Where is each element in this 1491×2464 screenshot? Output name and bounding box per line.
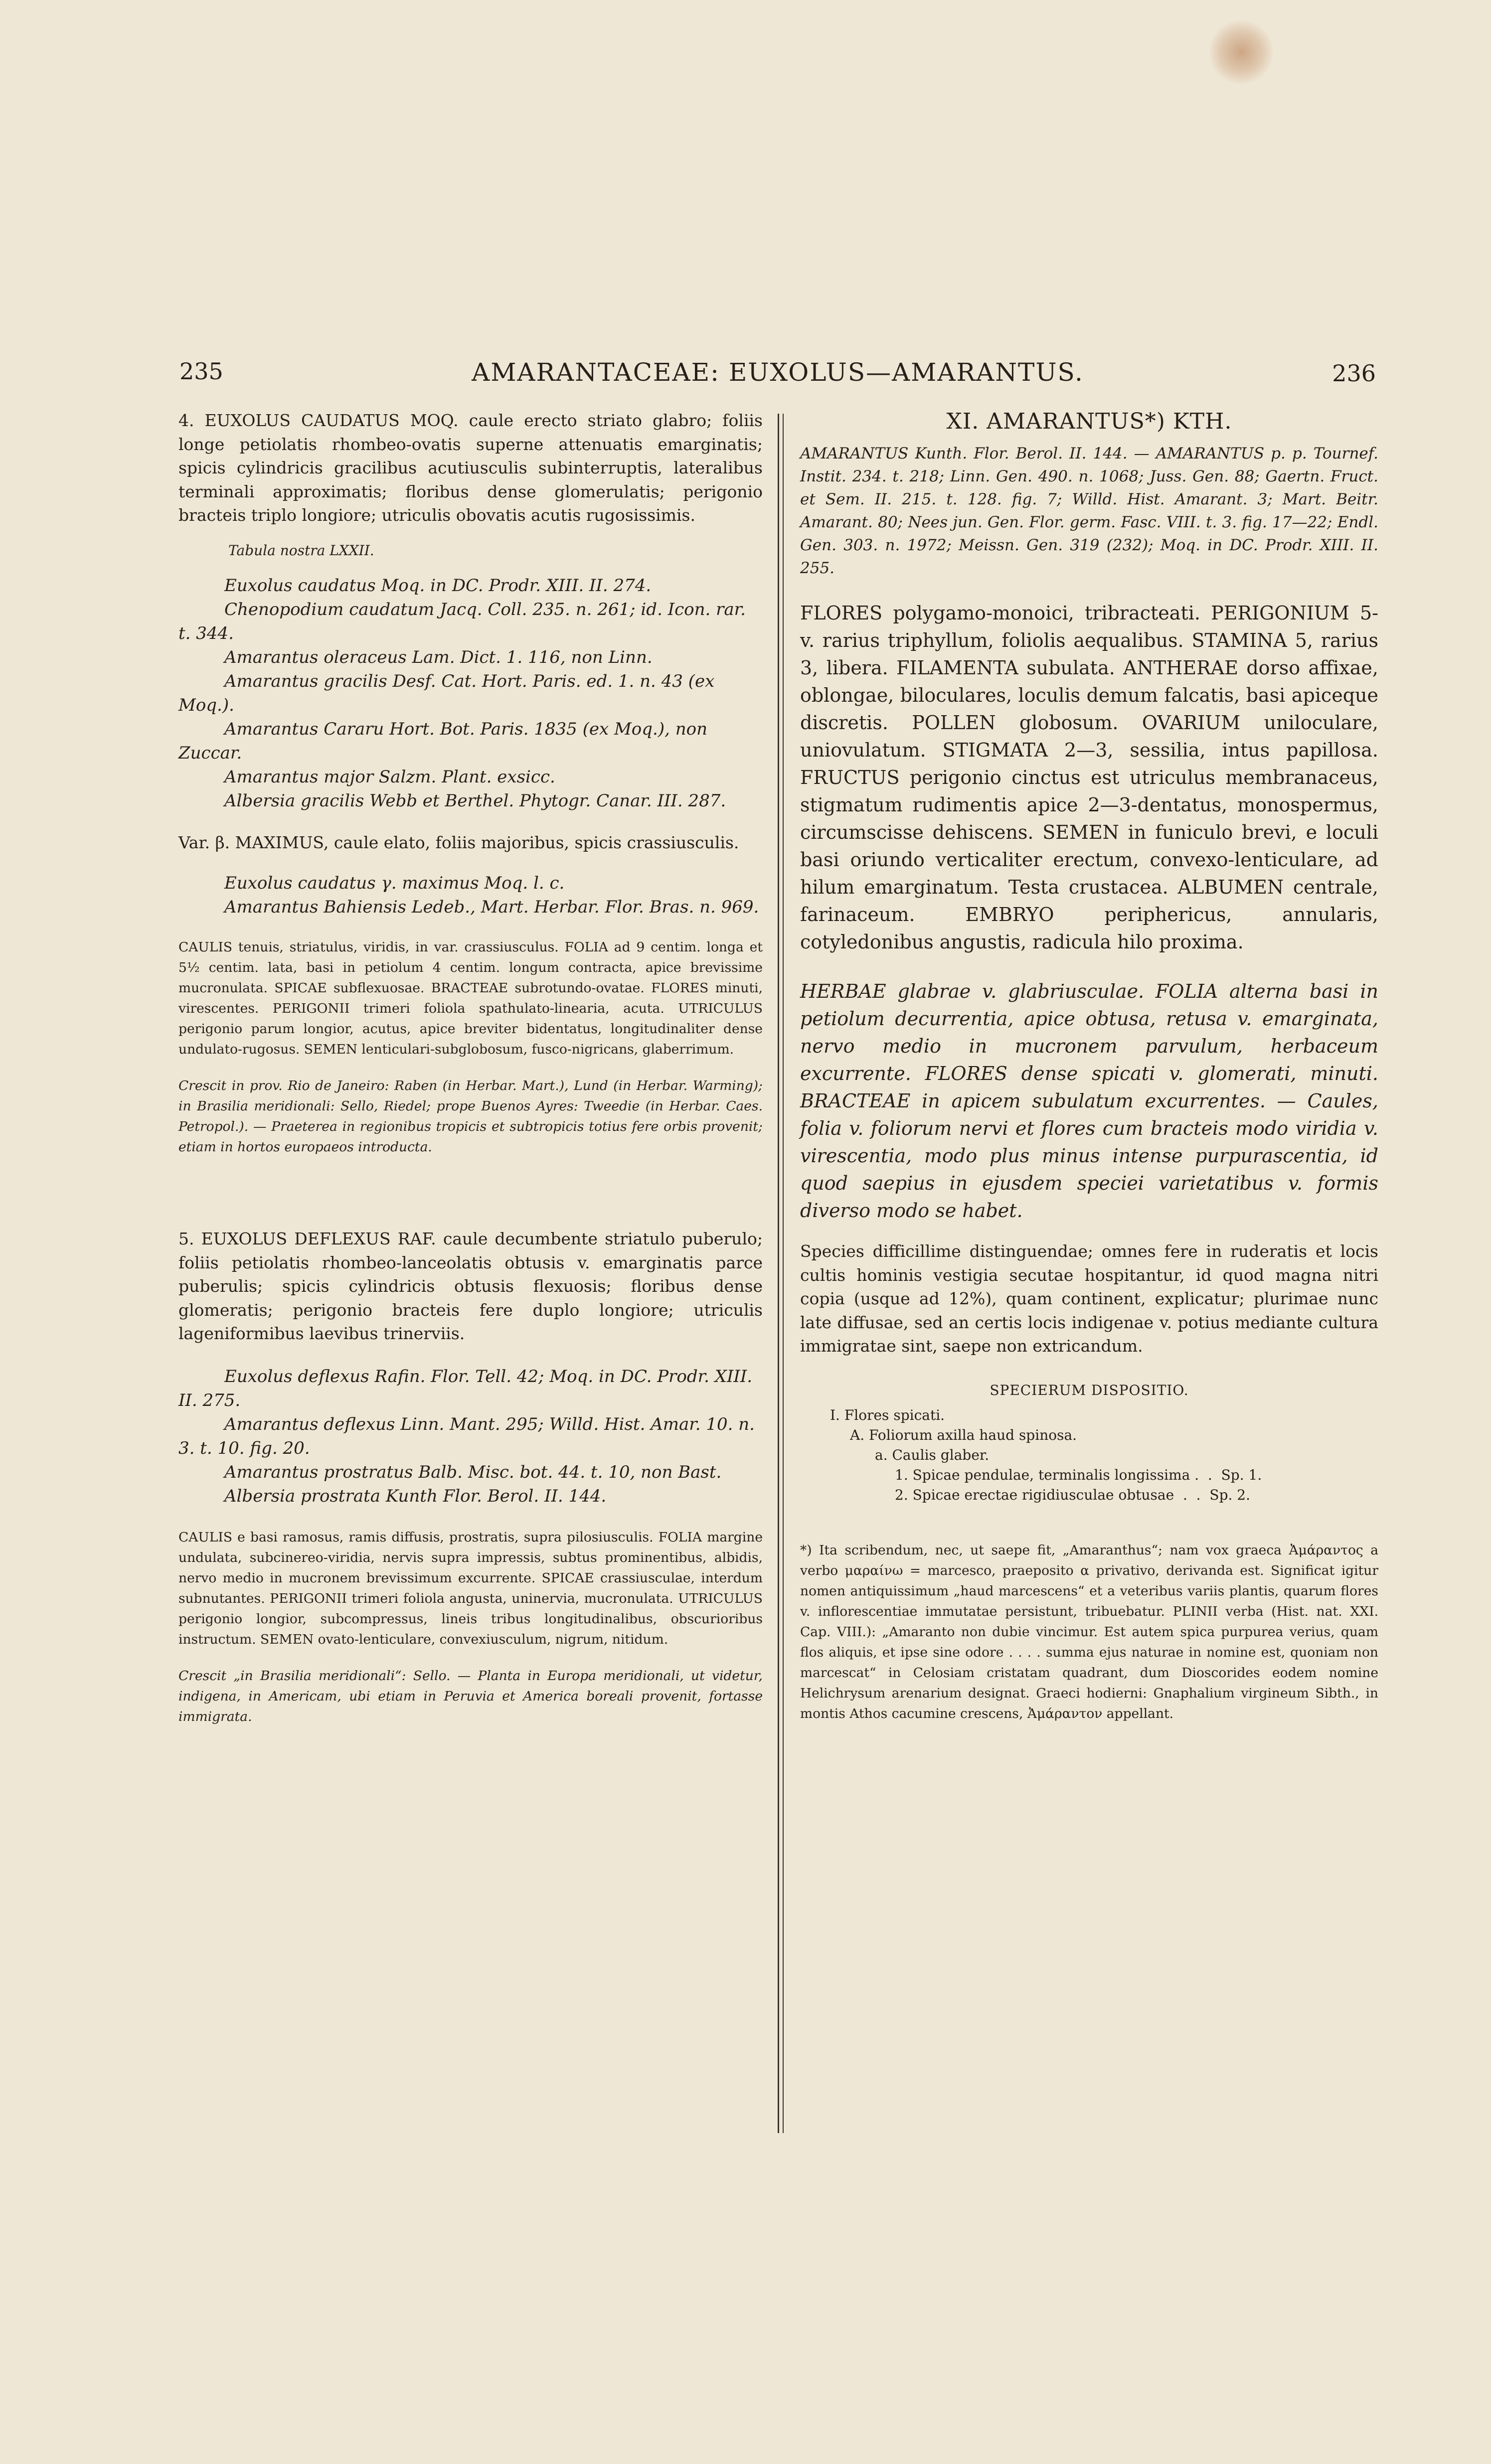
key-line: I. Flores spicati.: [830, 1406, 945, 1423]
synonym: Amarantus oleraceus Lam. Dict. 1. 116, non Linn.: [224, 647, 653, 667]
page-header: [179, 358, 1376, 388]
genus-references: AMARANTUS Kunth. Flor. Berol. II. 144. — AMARANTUS p. p. Tournef. Instit. 234. t. 218; Linn. Gen. 490. n. 1068; Juss. Gen. 88; Gaertn. Fruct. et Sem. II. 215. t. 128. fig. 7; Willd. Hist. Amarant. 3; Mart. Beitr. Amarant. 80; Nees jun. Gen. Flor. germ. Fasc. VIII. t. 3. fig. 17—22; Endl. Gen. 303. n. 1972; Meissn. Gen. 319 (232); Moq. in DC. Prodr. XIII. II. 255.: [800, 445, 1378, 577]
species-4-tabula: Tabula nostra LXXII.: [228, 542, 374, 559]
synonym: Euxolus caudatus γ. maximus Moq. l. c.: [224, 873, 565, 893]
genus-habit: HERBAE glabrae v. glabriusculae. FOLIA alterna basi in petiolum decurrentia, apice obtusa, retusa v. emarginata, nervo medio in mucronem parvulum, herbaceum excurrente. FLORES dense spicati v. glomerati, minuti. BRACTEAE in apicem subulatum excurrentes. — Caules, folia v. foliorum nervi et flores cum bracteis modo viridia v. virescentia, modo plus minus intense purpurascentia, id quod saepius in ejusdem speciei varietatibus v. formis diverso modo se habet.: [800, 980, 1378, 1222]
species-4-variety: Var. β. MAXIMUS, caule elato, foliis majoribus, spicis crassiusculis.: [178, 832, 739, 852]
key-line: a. Caulis glaber.: [875, 1446, 990, 1463]
key-line: 1. Spicae pendulae, terminalis longissima . . Sp. 1.: [895, 1466, 1262, 1483]
paper-stain: [1209, 20, 1274, 85]
species-5-distribution: Crescit „in Brasilia meridionali“: Sello. — Planta in Europa meridionali, ut videtur, indigena, in Americam, ubi etiam in Peruvia et America boreali provenit, fortasse immigrata.: [178, 1668, 763, 1724]
key-line: A. Foliorum axilla haud spinosa.: [850, 1426, 1077, 1443]
column-rule: [778, 414, 779, 2133]
species-4-description: CAULIS tenuis, striatulus, viridis, in var. crassiusculus. FOLIA ad 9 centim. longa et 5½ centim. lata, basi in petiolum 4 centim. longum contracta, apice brevissime mucronulata. SPICAE subflexuosae. BRACTEAE subrotundo-ovatae. FLORES minuti, virescentes. PERIGONII trimeri foliola spathulato-linearia, acuta. UTRICULUS perigonio parum longior, acutus, apice breviter bidentatus, longitudinaliter dense undulato-rugosus. SEMEN lenticulari-subglobosum, fusco-nigricans, glaberrimum.: [178, 939, 763, 1057]
species-4-synonyms: [178, 574, 763, 813]
page-number-right: 236: [1332, 360, 1376, 387]
species-4-diagnosis: 4. EUXOLUS CAUDATUS MOQ. caule erecto striato glabro; foliis longe petiolatis rhombeo-ovatis superne attenuatis emarginatis; spicis cylindricis gracilibus acutiusculis subinterruptis, lateralibus terminali approximatis; floribus dense glomerulatis; perigonio bracteis triplo longiore; utriculis obovatis acutis rugosissimis.: [178, 411, 763, 525]
synonym: Amarantus deflexus Linn. Mant. 295; Willd. Hist. Amar. 10. n. 3. t. 10. fig. 20.: [178, 1414, 755, 1458]
species-5-description: CAULIS e basi ramosus, ramis diffusis, prostratis, supra pilosiusculis. FOLIA margine undulata, subcinereo-viridia, nervis supra impressis, subtus prominentibus, albidis, nervo medio in mucronem brevissimum excurrente. SPICAE crassiusculae, interdum subnutantes. PERIGONII trimeri foliola angusta, uninervia, mucronulata. UTRICULUS perigonio longior, subcompressus, lineis tribus longitudinalibus, obscurioribus instructum. SEMEN ovato-lenticulare, convexiusculum, nigrum, nitidum.: [178, 1529, 763, 1647]
page-title: AMARANTACEAE: EUXOLUS—AMARANTUS.: [472, 358, 1084, 387]
synonym: Amarantus gracilis Desf. Cat. Hort. Paris. ed. 1. n. 43 (ex Moq.).: [178, 671, 715, 715]
species-4-variety-synonyms: [178, 871, 763, 919]
dispositio-title: SPECIERUM DISPOSITIO.: [990, 1382, 1189, 1398]
synonym: Chenopodium caudatum Jacq. Coll. 235. n. 261; id. Icon. rar. t. 344.: [178, 599, 746, 643]
footnote: *) Ita scribendum, nec, ut saepe fit, „Amaranthus“; nam vox graeca Ἀμάραντος a verbo μαραίνω = marcesco, praeposito α privativo, derivanda est. Significat igitur nomen antiquissimum „haud marcescens“ et a veteribus variis plantis, quarum flores v. inflorescentiae immutatae persistunt, tribuebatur. PLINII verba (Hist. nat. XXI. Cap. VIII.): „Amaranto non dubie vincimur. Est autem spica purpurea verius, quam flos aliquis, et ipse sine odore . . . . summa ejus naturae in nomine est, quoniam non marcescat“ in Celosiam cristatam quadrant, dum Dioscorides eodem nomine Helichrysum arenarium designat. Graeci hodierni: Gnaphalium virgineum Sibth., in montis Athos cacumine crescens, Ἀμάραντον appellant.: [800, 1542, 1378, 1721]
species-4-distribution: Crescit in prov. Rio de Janeiro: Raben (in Herbar. Mart.), Lund (in Herbar. Warming); in Brasilia meridionali: Sello, Riedel; prope Buenos Ayres: Tweedie (in Herbar. Caes. Petropol.). — Praeterea in regionibus tropicis et subtropicis totius fere orbis provenit; etiam in hortos europaeos introducta.: [178, 1078, 763, 1155]
synonym: Amarantus Bahiensis Ledeb., Mart. Herbar. Flor. Bras. n. 969.: [224, 897, 759, 917]
species-5-synonyms: [178, 1365, 763, 1508]
synonym: Albersia gracilis Webb et Berthel. Phytogr. Canar. III. 287.: [224, 790, 726, 811]
synonym: Euxolus caudatus Moq. in DC. Prodr. XIII. II. 274.: [224, 575, 652, 596]
synonym: Amarantus prostratus Balb. Misc. bot. 44. t. 10, non Bast.: [224, 1462, 722, 1482]
page-number-left: 235: [179, 358, 223, 385]
synonym: Euxolus deflexus Rafin. Flor. Tell. 42; Moq. in DC. Prodr. XIII. II. 275.: [178, 1366, 753, 1410]
synonym: Albersia prostrata Kunth Flor. Berol. II. 144.: [224, 1486, 607, 1506]
genus-species-note: Species difficillime distinguendae; omnes fere in ruderatis et locis cultis hominis vestigia secutae hospitantur, id quod magna nitri copia (usque ad 12%), quam continent, explicatur; plurimae nunc late diffusae, sed an certis locis indigenae v. potius mediante cultura immigratae sint, saepe non extricandum.: [800, 1241, 1378, 1356]
key-line: 2. Spicae erectae rigidiusculae obtusae . . Sp. 2.: [895, 1486, 1251, 1503]
synonym: Amarantus Cararu Hort. Bot. Paris. 1835 (ex Moq.), non Zuccar.: [178, 719, 707, 763]
genus-heading: XI. AMARANTUS*) KTH.: [946, 409, 1232, 434]
right-column: [800, 409, 1378, 1724]
left-column: [178, 409, 763, 1727]
column-rule-inner: [783, 414, 784, 2133]
species-5-diagnosis: 5. EUXOLUS DEFLEXUS RAF. caule decumbente striatulo puberulo; foliis petiolatis rhombeo-lanceolatis obtusis v. emarginatis parce puberulis; spicis cylindricis obtusis flexuosis; floribus dense glomeratis; perigonio bracteis fere duplo longiore; utriculis lageniformibus laevibus trinerviis.: [178, 1229, 763, 1343]
genus-description: FLORES polygamo-monoici, tribracteati. PERIGONIUM 5- v. rarius triphyllum, foliolis aequalibus. STAMINA 5, rarius 3, libera. FILAMENTA subulata. ANTHERAE dorso affixae, oblongae, biloculares, loculis demum falcatis, basi apiceque discretis. POLLEN globosum. OVARIUM uniloculare, uniovulatum. STIGMATA 2—3, sessilia, intus papillosa. FRUCTUS perigonio cinctus est utriculus membranaceus, stigmatum rudimentis apice 2—3-dentatus, monospermus, circumscisse dehiscens. SEMEN in funiculo brevi, e loculi basi oriundo verticaliter erectum, convexo-lenticulare, ad hilum emarginatum. Testa crustacea. ALBUMEN centrale, farinaceum. EMBRYO periphericus, annularis, cotyledonibus angustis, radicula hilo proxima.: [800, 602, 1378, 953]
synonym: Amarantus major Salzm. Plant. exsicc.: [224, 767, 555, 787]
dispositio-key: [800, 1405, 1378, 1505]
